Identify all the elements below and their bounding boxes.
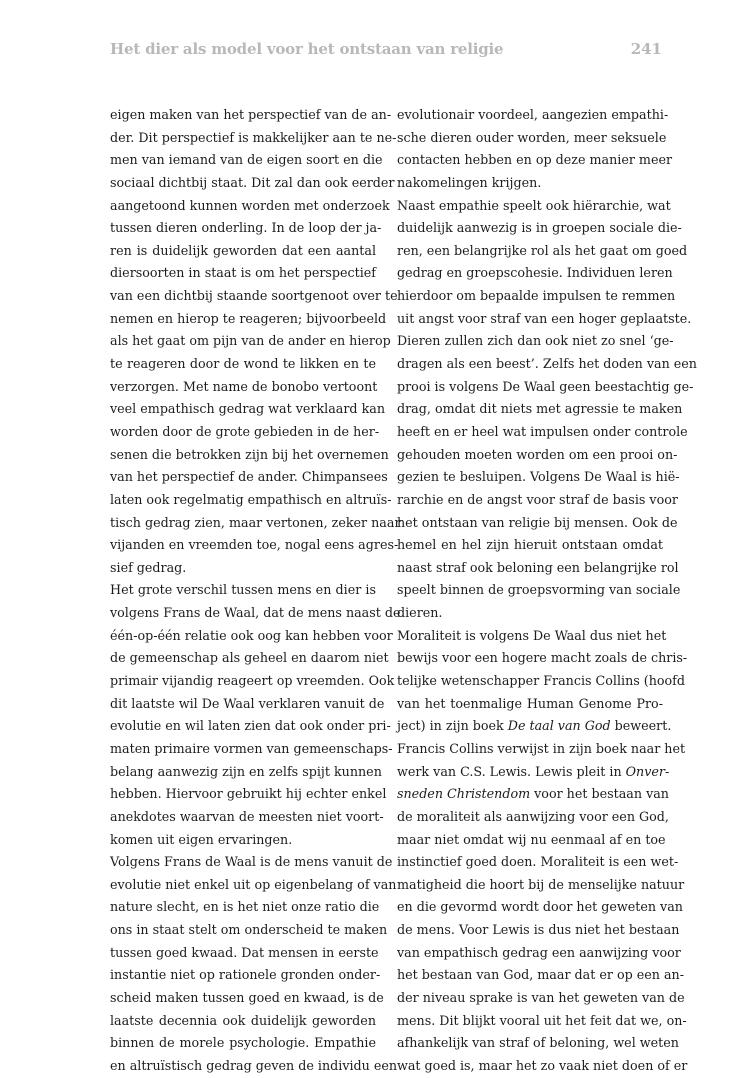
text-line: gehouden moeten worden om een prooi on- [397, 446, 678, 462]
text-line: maar niet omdat wij nu eenmaal af en toe [397, 831, 666, 847]
text-line: van het toenmalige Human Genome Pro- [397, 695, 663, 711]
text-line: één-op-één relatie ook oog kan hebben voor [110, 627, 393, 643]
text-line: dieren. [397, 605, 443, 621]
text-line: telijke wetenschapper Francis Collins (hoofd [397, 673, 685, 689]
text-line: te reageren door de wond te likken en te [110, 356, 376, 372]
text-line: hebben. Hiervoor gebruikt hij echter enkel [110, 786, 387, 802]
text-line: nakomelingen krijgen. [397, 174, 542, 190]
text-line: belang aanwezig zijn en zelfs spijt kunnen [110, 763, 382, 779]
text-line: primair vijandig reageert op vreemden. Ook [110, 673, 395, 689]
text-line: diersoorten in staat is om het perspectief [110, 265, 376, 281]
text-line: en altruïstisch gedrag geven de individu een [110, 1057, 398, 1073]
book-title: De taal van God [507, 718, 611, 734]
text-line: gedrag en groepscohesie. Individuen leren [397, 265, 673, 281]
text-line [397, 761, 670, 784]
text-line: rarchie en de angst voor straf de basis voor [397, 491, 678, 507]
text-line: worden door de grote gebieden in de her- [110, 423, 380, 439]
text-line: sief gedrag. [110, 559, 187, 575]
text-line: het ontstaan van religie bij mensen. Ook de [397, 514, 678, 530]
text-line: binnen de morele psychologie. Empathie [110, 1035, 376, 1051]
text-run: werk van C.S. Lewis. Lewis pleit in [397, 763, 626, 779]
text-line: als het gaat om pijn van de ander en hierop [110, 333, 391, 349]
text-line: nemen en hierop te reageren; bijvoorbeeld [110, 310, 387, 326]
text-line: tussen goed kwaad. Dat mensen in eerste [110, 944, 379, 960]
text-line: tisch gedrag zien, maar vertonen, zeker naar [110, 514, 401, 530]
text-line: dragen als een beest’. Zelfs het doden van een [397, 356, 697, 372]
text-line: Francis Collins verwijst in zijn boek naar het [397, 740, 686, 756]
text-line: komen uit eigen ervaringen. [110, 831, 293, 847]
text-line: en die gevormd wordt door het geweten van [397, 899, 683, 915]
book-title: sneden Christendom [397, 786, 531, 802]
text-line: vijanden en vreemden toe, nogal eens agres- [110, 537, 399, 553]
text-line: gezien te besluipen. Volgens De Waal is hië- [397, 469, 680, 485]
text-line: evolutionair voordeel, aangezien empathi- [397, 107, 669, 122]
text-line: evolutie en wil laten zien dat ook onder pri- [110, 718, 391, 734]
text-run: voor het bestaan van [530, 786, 669, 802]
text-line: bewijs voor een hogere macht zoals de chris- [397, 650, 688, 666]
running-title: Het dier als model voor het ontstaan van religie [110, 40, 504, 58]
text-line: de mens. Voor Lewis is dus niet het bestaan [397, 922, 680, 938]
text-line: ren is duidelijk geworden dat een aantal [110, 242, 376, 258]
text-line: van een dichtbij staande soortgenoot over te [110, 288, 398, 304]
text-line: nature slecht, en is het niet onze ratio die [110, 899, 380, 915]
text-line: Het grote verschil tussen mens en dier is [110, 582, 376, 598]
text-line: matigheid die hoort bij de menselijke natuur [397, 876, 685, 892]
text-line: tussen dieren onderling. In de loop der ja- [110, 220, 382, 236]
text-line: Volgens Frans de Waal is de mens vanuit de [110, 854, 393, 870]
text-line: veel empathisch gedrag wat verklaard kan [110, 401, 385, 417]
text-line: der niveau sprake is van het geweten van de [397, 989, 685, 1005]
text-line: naast straf ook beloning een belangrijke rol [397, 559, 679, 575]
text-line: volgens Frans de Waal, dat de mens naast de [110, 605, 401, 621]
running-header [110, 40, 662, 62]
text-line: men van iemand van de eigen soort en die [110, 152, 383, 168]
text-line: ons in staat stelt om onderscheid te maken [110, 922, 388, 938]
text-line: uit angst voor straf van een hoger geplaatste. [397, 310, 692, 326]
text-column-left [110, 104, 401, 1078]
text-line: van empathisch gedrag een aanwijzing voor [397, 944, 681, 960]
text-line: sche dieren ouder worden, meer seksuele [397, 129, 667, 145]
text-line: laten ook regelmatig empathisch en altruïs- [110, 491, 392, 507]
text-line [397, 783, 669, 806]
text-line: wat goed is, maar het zo vaak niet doen of er [397, 1057, 688, 1073]
text-line: de moraliteit als aanwijzing voor een God, [397, 808, 669, 824]
text-line: maten primaire vormen van gemeenschaps- [110, 740, 393, 756]
text-column-right [397, 104, 697, 1078]
text-run: ject) in zijn boek [397, 718, 508, 734]
text-line: drag, omdat dit niets met agressie te maken [397, 401, 683, 417]
text-line: mens. Dit blijkt vooral uit het feit dat we, on- [397, 1012, 687, 1028]
text-line: laatste decennia ook duidelijk geworden [110, 1012, 376, 1028]
text-run: beweert. [610, 718, 672, 734]
text-line: Naast empathie speelt ook hiërarchie, wat [397, 197, 671, 213]
text-line: hierdoor om bepaalde impulsen te remmen [397, 288, 676, 304]
text-line: hemel en hel zijn hieruit ontstaan omdat [397, 537, 663, 553]
text-line: dit laatste wil De Waal verklaren vanuit de [110, 695, 385, 711]
text-line: speelt binnen de groepsvorming van sociale [397, 582, 681, 598]
text-line [397, 715, 672, 738]
text-line: afhankelijk van straf of beloning, wel weten [397, 1035, 679, 1051]
text-line: van het perspectief de ander. Chimpansees [110, 469, 388, 485]
text-line: evolutie niet enkel uit op eigenbelang of van [110, 876, 397, 892]
text-line: instantie niet op rationele gronden onder- [110, 967, 381, 983]
text-line: scheid maken tussen goed en kwaad, is de [110, 989, 384, 1005]
text-line: eigen maken van het perspectief van de an- [110, 107, 392, 122]
text-line: sociaal dichtbij staat. Dit zal dan ook eerder [110, 174, 395, 190]
text-line: der. Dit perspectief is makkelijker aan te ne- [110, 129, 397, 145]
page-number: 241 [630, 40, 662, 58]
text-line: de gemeenschap als geheel en daarom niet [110, 650, 389, 666]
text-line: het bestaan van God, maar dat er op een an- [397, 967, 684, 983]
text-line: Moraliteit is volgens De Waal dus niet het [397, 627, 667, 643]
text-line: heeft en er heel wat impulsen onder controle [397, 423, 688, 439]
text-line: senen die betrokken zijn bij het overnemen [110, 446, 389, 462]
text-line: aangetoond kunnen worden met onderzoek [110, 197, 390, 213]
text-line: ren, een belangrijke rol als het gaat om goed [397, 242, 688, 258]
text-line: contacten hebben en op deze manier meer [397, 152, 673, 168]
book-title: Onver- [625, 763, 670, 779]
text-line: prooi is volgens De Waal geen beestachtig ge- [397, 378, 694, 394]
text-line: anekdotes waarvan de meesten niet voort- [110, 808, 384, 824]
text-line: instinctief goed doen. Moraliteit is een wet- [397, 854, 679, 870]
text-line: Dieren zullen zich dan ook niet zo snel ‘ge- [397, 333, 674, 349]
text-line: verzorgen. Met name de bonobo vertoont [110, 378, 378, 394]
text-line: duidelijk aanwezig is in groepen sociale die- [397, 220, 682, 236]
